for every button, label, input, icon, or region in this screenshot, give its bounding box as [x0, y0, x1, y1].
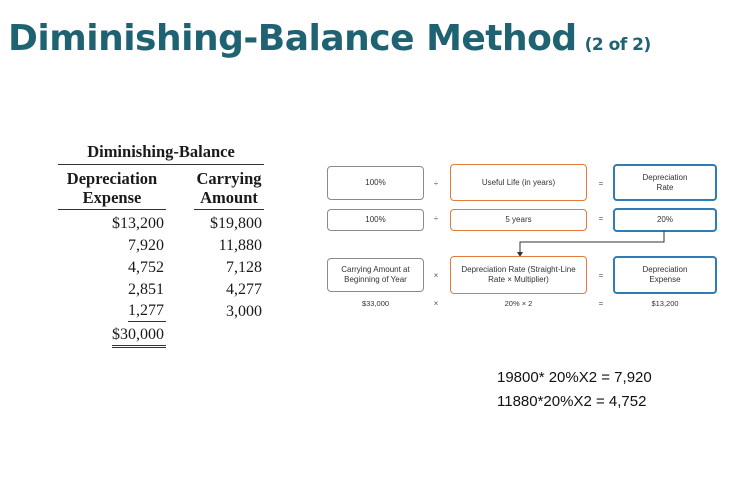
- title-subtitle: (2 of 2): [584, 35, 651, 55]
- table-cell: 2,851: [128, 281, 164, 298]
- multiply-operator: ×: [433, 299, 439, 308]
- table-heading: Diminishing-Balance: [58, 142, 264, 165]
- table-cell: 1,277: [128, 301, 166, 322]
- divide-operator: ÷: [433, 214, 439, 223]
- value-box-100-percent: 100%: [327, 209, 424, 231]
- equals-operator: =: [598, 214, 604, 223]
- formula-box-depreciation-expense: Depreciation Expense: [613, 256, 717, 294]
- table-cell: $13,200: [112, 215, 164, 232]
- value-label-carrying-amount: $33,000: [361, 299, 390, 308]
- equals-operator: =: [598, 271, 604, 280]
- carrying-amount-column: [194, 169, 264, 348]
- table-cell: 3,000: [226, 303, 262, 320]
- page-title: [8, 18, 651, 59]
- column-header-depreciation-expense: Depreciation Expense: [58, 169, 166, 210]
- formula-box-depreciation-rate: Depreciation Rate: [613, 164, 717, 201]
- formula-box-100-percent: 100%: [327, 166, 424, 200]
- title-text: Diminishing-Balance Method: [8, 18, 577, 59]
- depreciation-expense-column: [58, 169, 166, 348]
- table-cell: $19,800: [210, 215, 262, 232]
- value-label-rate: 20% × 2: [504, 299, 533, 308]
- value-box-5-years: 5 years: [450, 209, 587, 231]
- formula-box-carrying-amount: Carrying Amount at Beginning of Year: [327, 258, 424, 292]
- total-cell: $30,000: [112, 324, 166, 348]
- formula-box-depreciation-rate-multiplier: Depreciation Rate (Straight-Line Rate × Multiplier): [450, 256, 587, 294]
- divide-operator: ÷: [433, 179, 439, 188]
- table-cell: 7,128: [226, 259, 262, 276]
- column-header-carrying-amount: Carrying Amount: [194, 169, 264, 210]
- calculation-line: 11880*20%X2 = 4,752: [497, 393, 647, 410]
- calculation-line: 19800* 20%X2 = 7,920: [497, 369, 652, 386]
- table-cell: 11,880: [218, 237, 262, 254]
- value-box-20-percent: 20%: [613, 208, 717, 232]
- value-label-expense: $13,200: [651, 299, 679, 308]
- table-cell: 4,277: [226, 281, 262, 298]
- multiply-operator: ×: [433, 271, 439, 280]
- table-cell: 7,920: [128, 237, 164, 254]
- equals-operator: =: [598, 179, 604, 188]
- formula-box-useful-life: Useful Life (in years): [450, 164, 587, 201]
- equals-operator: =: [598, 299, 604, 308]
- table-cell: 4,752: [128, 259, 164, 276]
- diminishing-balance-table: [58, 142, 264, 348]
- connector-arrow: [470, 228, 670, 258]
